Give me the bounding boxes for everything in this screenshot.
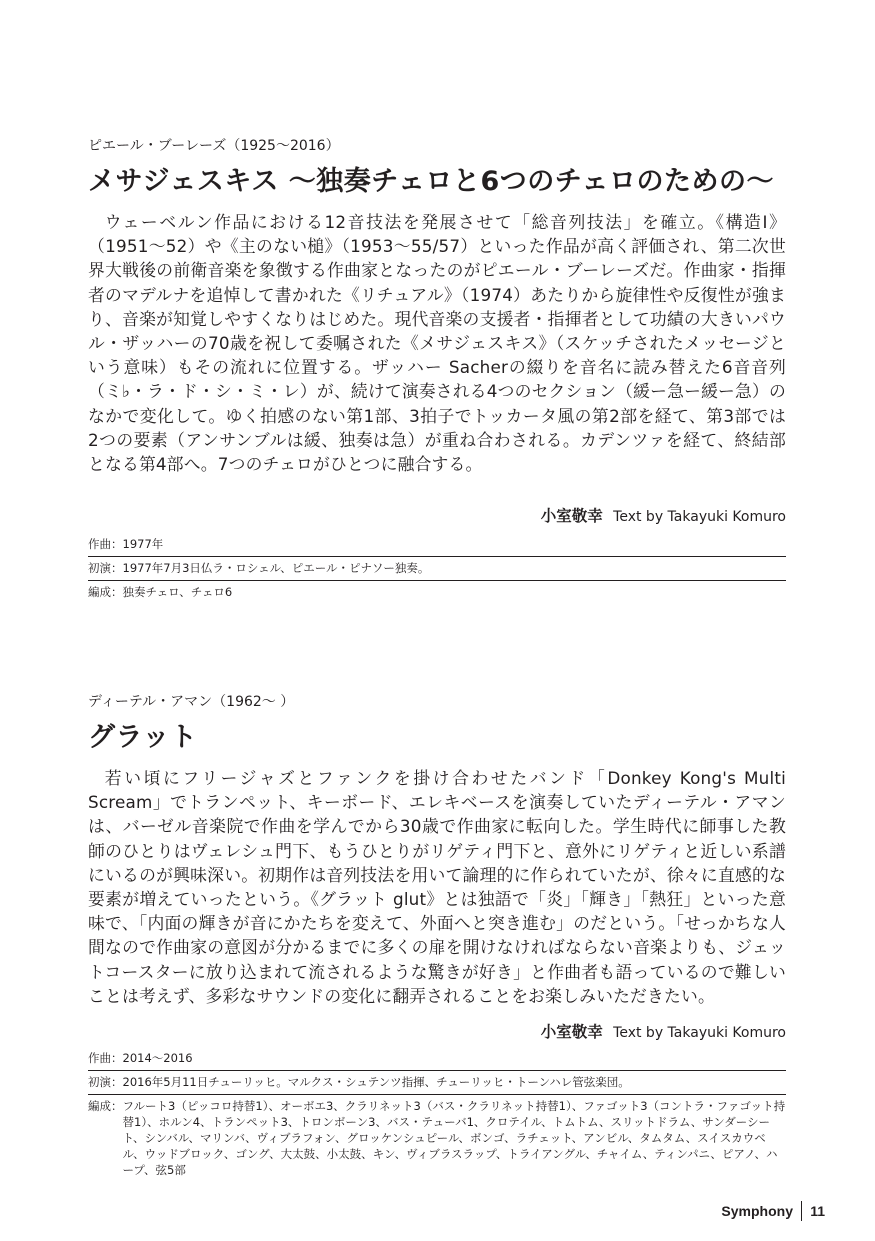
info-value: 1977年7月3日仏ラ・ロシェル、ピエール・ピナソー独奏。 [122, 561, 430, 576]
page-footer [721, 1201, 825, 1221]
info-value: 2014〜2016 [122, 1051, 193, 1066]
info-premiere [88, 1071, 786, 1095]
info-value: 1977年 [122, 537, 164, 552]
publication-name: Symphony [721, 1203, 793, 1219]
program-note-text: ウェーベルン作品における12音技法を発展させて「総音列技法」を確立。《構造Ⅰ》（1951〜52）や《主のない槌》（1953〜55/57）といった作品が高く評価され、第二次世界大戦後の前衛音楽を象徴する作曲家となったのがピエール・ブーレーズだ。作曲家・指揮者のマデルナを追悼して書かれた《リチュアル》（1974）あたりから旋律性や反復性が強まり、音楽が知覚しやすくなりはじめた。現代音楽の支援者・指揮者として功績の大きいパウル・ザッハーの70歳を祝して委嘱された《メサジェスキス》（スケッチされたメッセージという意味）もその流れに位置する。ザッハー Sacherの綴りを音名に読み替えた6音音列（ミ♭・ラ・ド・シ・ミ・レ）が、続けて演奏される4つのセクション（緩ー急ー緩ー急）のなかで変化して。ゆく拍感のない第1部、3拍子でトッカータ風の第2部を経て、第3部では2つの要素（アンサンブルは緩、独奏は急）が重ね合わされる。カデンツァを経て、終結部となる第4部へ。7つのチェロがひとつに融合する。 [88, 212, 786, 475]
program-note-amann [88, 692, 786, 1182]
info-label: 編成： [88, 585, 123, 600]
author-name: 小室敬幸 [540, 507, 603, 526]
program-note-boulez [88, 136, 786, 604]
author-credit-en: Text by Takayuki Komuro [613, 509, 786, 526]
work-info [88, 1047, 786, 1182]
author-name: 小室敬幸 [540, 1023, 603, 1042]
info-value: 2016年5月11日チューリッヒ。マルクス・シュテンツ指揮、チューリッヒ・トーンハレ管弦楽団。 [122, 1075, 630, 1090]
page-number: 11 [810, 1203, 825, 1219]
info-value: 独奏チェロ、チェロ6 [122, 585, 233, 600]
author-credit [88, 506, 786, 527]
work-info [88, 533, 786, 604]
info-premiere [88, 557, 786, 581]
author-credit-en: Text by Takayuki Komuro [613, 1025, 786, 1042]
info-value: フルート3（ピッコロ持替1）、オーボエ3、クラリネット3（バス・クラリネット持替1）、ファゴット3（コントラ・ファゴット持替1）、ホルン4、トランペット3、トロンボーン3、バス・テューバ1、クロテイル、トムトム、スリットドラム、サンダーシート、シンバル、マリンバ、ヴィブラフォン、グロッケンシュピール、ボンゴ、ラチェット、アンビル、タムタム、スイスカウベル、ウッドブロック、ゴング、大太鼓、小太鼓、キン、ヴィブラスラップ、トライアングル、チャイム、ティンパニ、ピアノ、ハープ、弦5部 [122, 1099, 786, 1178]
info-label: 初演： [88, 561, 123, 576]
info-instrumentation [88, 1095, 786, 1182]
info-label: 作曲： [88, 1051, 123, 1066]
footer-divider [801, 1201, 802, 1221]
info-label: 編成： [88, 1099, 123, 1114]
info-instrumentation [88, 581, 786, 604]
work-title: メサジェスキス 〜独奏チェロと6つのチェロのための〜 [88, 166, 774, 197]
work-title: グラット [88, 722, 198, 753]
info-composition [88, 1047, 786, 1071]
program-note-text: 若い頃にフリージャズとファンクを掛け合わせたバンド「Donkey Kong's Multi Scream」でトランペット、キーボード、エレキベースを演奏していたディーテル・アマンは、バーゼル音楽院で作曲を学んでから30歳で作曲家に転向した。学生時代に師事した教師のひとりはヴェレシュ門下、もうひとりがリゲティ門下と、意外にリゲティと近しい系譜にいるのが興味深い。初期作は音列技法を用いて論理的に作られていたが、徐々に直感的な要素が増えていったという。《グラット glut》とは独語で「炎」「輝き」「熱狂」といった意味で、「内面の輝きが音にかたちを変えて、外面へと突き進む」のだという。「せっかちな人間なので作曲家の意図が分かるまでに多くの扉を開けなければならない音楽よりも、ジェットコースターに放り込まれて流されるような驚きが好き」と作曲者も語っているので難しいことは考えず、多彩なサウンドの変化に翻弄されることをお楽しみいただきたい。 [88, 768, 786, 1006]
info-label: 作曲： [88, 537, 123, 552]
info-composition [88, 533, 786, 557]
author-credit [88, 1022, 786, 1043]
composer-name: ディーテル・アマン（1962〜 ） [88, 694, 295, 710]
composer-name: ピエール・ブーレーズ（1925〜2016） [88, 138, 340, 154]
info-label: 初演： [88, 1075, 123, 1090]
